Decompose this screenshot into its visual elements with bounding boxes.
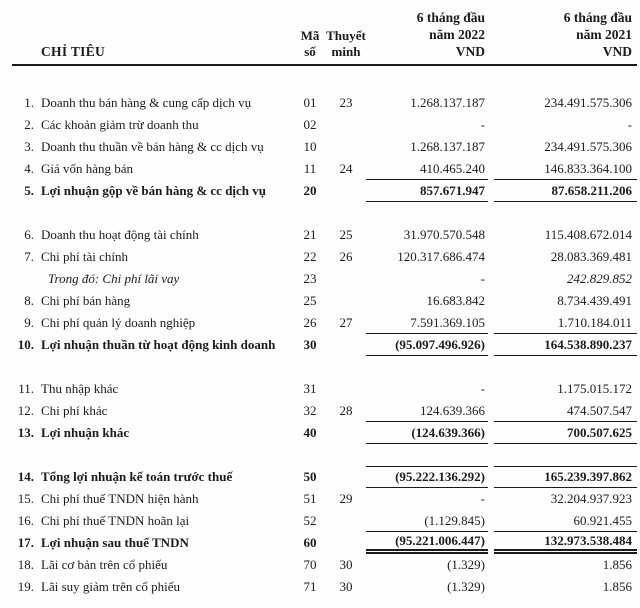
row-number: 5. <box>24 183 34 198</box>
table-row <box>12 92 637 114</box>
row-value-2022: 124.639.366 <box>366 400 488 422</box>
row-code: 71 <box>303 579 317 594</box>
row-value-2022: 31.970.570.548 <box>403 227 485 242</box>
row-value-2021: 60.921.455 <box>494 510 637 532</box>
column-header-ma-so-line1: Mã <box>300 28 320 43</box>
row-value-2022: (124.639.366) <box>366 422 488 444</box>
row-value-2022: 16.683.842 <box>426 293 485 308</box>
row-value-2022: (1.329) <box>447 557 485 572</box>
row-value-2022: 410.465.240 <box>366 158 488 180</box>
row-code: 25 <box>303 293 317 308</box>
row-value-2022: - <box>480 271 485 286</box>
row-value-2022: (95.097.496.926) <box>366 334 488 356</box>
row-value-2022: 120.317.686.474 <box>397 249 485 264</box>
period-2022-line2: năm 2022 <box>429 27 485 42</box>
row-note <box>326 378 366 400</box>
row-value-2021: 234.491.575.306 <box>544 95 632 110</box>
row-number: 14. <box>17 469 34 484</box>
row-code: 30 <box>303 337 317 352</box>
period-2021-line1: 6 tháng đầu <box>563 10 632 25</box>
row-value-2021: 8.734.439.491 <box>557 293 632 308</box>
row-code: 02 <box>303 117 317 132</box>
row-note <box>326 532 366 554</box>
row-value-2022: (1.329) <box>447 579 485 594</box>
table-row <box>12 180 637 202</box>
row-number: 4. <box>24 161 34 176</box>
table-row <box>12 312 637 334</box>
row-note <box>326 466 366 488</box>
table-body <box>12 66 637 598</box>
row-value-2022: 7.591.369.105 <box>366 312 488 334</box>
table-row <box>12 400 637 422</box>
row-number: 9. <box>24 315 34 330</box>
row-number: 8. <box>24 293 34 308</box>
row-number: 16. <box>17 513 34 528</box>
row-note: 27 <box>339 315 353 330</box>
row-note <box>326 290 366 312</box>
row-code: 26 <box>303 315 317 330</box>
row-label: Lợi nhuận khác <box>41 425 130 440</box>
row-value-2021: 146.833.364.100 <box>494 158 637 180</box>
table-header <box>12 0 637 66</box>
row-note <box>326 510 366 532</box>
table-row <box>12 268 637 290</box>
row-number: 17. <box>17 535 34 550</box>
row-value-2022: 1.268.137.187 <box>410 139 485 154</box>
period-2021-currency: VND <box>602 44 632 59</box>
row-label: Các khoản giảm trừ doanh thu <box>41 117 199 132</box>
row-code: 60 <box>303 535 317 550</box>
row-value-2021: 1.710.184.011 <box>494 312 637 334</box>
row-note <box>326 136 366 158</box>
row-label: Lãi cơ bản trên cổ phiếu <box>41 557 168 572</box>
table-row <box>12 510 637 532</box>
row-label: Chi phí quản lý doanh nghiệp <box>41 315 196 330</box>
row-label: Chi phí tài chính <box>41 249 129 264</box>
row-number: 2. <box>24 117 34 132</box>
row-label: Giá vốn hàng bán <box>41 161 134 176</box>
row-value-2021: 132.973.538.484 <box>494 532 637 554</box>
row-note <box>326 180 366 202</box>
row-value-2022: (95.222.136.292) <box>366 466 488 488</box>
row-value-2022: (95.221.006.447) <box>366 532 488 554</box>
row-label: Lãi suy giảm trên cổ phiếu <box>41 579 180 594</box>
row-value-2021: 1.175.015.172 <box>557 381 632 396</box>
row-value-2021: - <box>627 117 632 132</box>
row-value-2021: 474.507.547 <box>494 400 637 422</box>
row-value-2021: 1.856 <box>602 557 632 572</box>
row-value-2022: 857.671.947 <box>366 180 488 202</box>
row-value-2022: (1.129.845) <box>366 510 488 532</box>
row-value-2022: 1.268.137.187 <box>410 95 485 110</box>
row-code: 20 <box>303 183 317 198</box>
table-row <box>12 576 637 598</box>
row-label: Chi phí thuế TNDN hoãn lại <box>41 513 190 528</box>
row-label: Chi phí thuế TNDN hiện hành <box>41 491 199 506</box>
row-note: 29 <box>339 491 353 506</box>
row-number <box>12 268 34 290</box>
row-code: 40 <box>303 425 317 440</box>
row-value-2022: - <box>480 491 485 506</box>
table-row <box>12 136 637 158</box>
row-label: Lợi nhuận sau thuế TNDN <box>41 535 189 550</box>
row-value-2021: 87.658.211.206 <box>494 180 637 202</box>
row-value-2021: 234.491.575.306 <box>544 139 632 154</box>
row-label: Doanh thu thuần về bán hàng & cc dịch vụ <box>41 139 264 154</box>
period-2022-line1: 6 tháng đầu <box>416 10 485 25</box>
row-label: Chi phí bán hàng <box>41 293 131 308</box>
row-number: 12. <box>17 403 34 418</box>
table-row <box>12 224 637 246</box>
row-code: 50 <box>303 469 317 484</box>
row-code: 11 <box>303 161 317 176</box>
row-note <box>326 422 366 444</box>
row-label: Chi phí khác <box>41 403 108 418</box>
row-label: Thu nhập khác <box>41 381 119 396</box>
table-row <box>12 532 637 554</box>
row-note <box>326 268 366 290</box>
row-note: 24 <box>339 161 353 176</box>
table-row <box>12 114 637 136</box>
row-number: 11. <box>18 381 34 396</box>
column-header-thuyet-minh-line1: Thuyết <box>326 28 366 43</box>
row-number: 1. <box>24 95 34 110</box>
column-header-ma-so <box>294 28 326 60</box>
row-value-2021: 164.538.890.237 <box>494 334 637 356</box>
row-number: 3. <box>24 139 34 154</box>
column-header-period-2022 <box>366 9 488 60</box>
row-code: 01 <box>303 95 317 110</box>
table-row <box>12 378 637 400</box>
row-number: 15. <box>17 491 34 506</box>
row-note <box>326 334 366 356</box>
table-row <box>12 554 637 576</box>
column-header-thuyet-minh <box>326 28 366 60</box>
row-value-2021: 32.204.937.923 <box>550 491 632 506</box>
column-header-thuyet-minh-line2: minh <box>331 44 361 59</box>
row-code: 22 <box>303 249 317 264</box>
row-code: 70 <box>303 557 317 572</box>
table-row <box>12 246 637 268</box>
row-code: 21 <box>303 227 317 242</box>
row-note: 23 <box>339 95 353 110</box>
row-code: 32 <box>303 403 317 418</box>
row-label: Lợi nhuận gộp về bán hàng & cc dịch vụ <box>41 183 267 198</box>
column-header-chi-tieu: CHỈ TIÊU <box>41 44 106 59</box>
table-row <box>12 158 637 180</box>
row-value-2021: 700.507.625 <box>494 422 637 444</box>
row-label: Lợi nhuận thuần từ hoạt động kinh doanh <box>41 337 276 352</box>
row-label: Trong đó: Chi phí lãi vay <box>48 271 180 286</box>
row-code: 23 <box>303 271 317 286</box>
row-value-2022: - <box>480 381 485 396</box>
row-number: 7. <box>24 249 34 264</box>
period-2022-currency: VND <box>455 44 485 59</box>
row-code: 52 <box>303 513 317 528</box>
row-note: 25 <box>339 227 353 242</box>
row-value-2022: - <box>480 117 485 132</box>
row-label: Doanh thu hoạt động tài chính <box>41 227 199 242</box>
column-header-period-2021 <box>494 9 637 60</box>
row-note: 30 <box>339 579 353 594</box>
row-number: 13. <box>17 425 34 440</box>
row-value-2021: 1.856 <box>602 579 632 594</box>
row-value-2021: 165.239.397.862 <box>494 466 637 488</box>
row-note <box>326 114 366 136</box>
table-row <box>12 334 637 356</box>
table-row <box>12 466 637 488</box>
table-row <box>12 290 637 312</box>
row-number: 18. <box>17 557 34 572</box>
row-code: 10 <box>303 139 317 154</box>
row-number: 19. <box>17 579 34 594</box>
row-note: 30 <box>339 557 353 572</box>
row-label: Doanh thu bán hàng & cung cấp dịch vụ <box>41 95 252 110</box>
row-value-2021: 28.083.369.481 <box>550 249 632 264</box>
row-note: 28 <box>339 403 353 418</box>
row-note: 26 <box>339 249 353 264</box>
row-value-2021: 115.408.672.014 <box>544 227 632 242</box>
row-label: Tổng lợi nhuận kế toán trước thuế <box>41 469 233 484</box>
row-code: 51 <box>303 491 317 506</box>
row-number: 6. <box>24 227 34 242</box>
period-2021-line2: năm 2021 <box>576 27 632 42</box>
table-row <box>12 422 637 444</box>
column-header-ma-so-line2: số <box>304 44 316 59</box>
table-row <box>12 488 637 510</box>
row-number: 10. <box>17 337 34 352</box>
row-value-2021: 242.829.852 <box>567 271 632 286</box>
row-code: 31 <box>303 381 317 396</box>
